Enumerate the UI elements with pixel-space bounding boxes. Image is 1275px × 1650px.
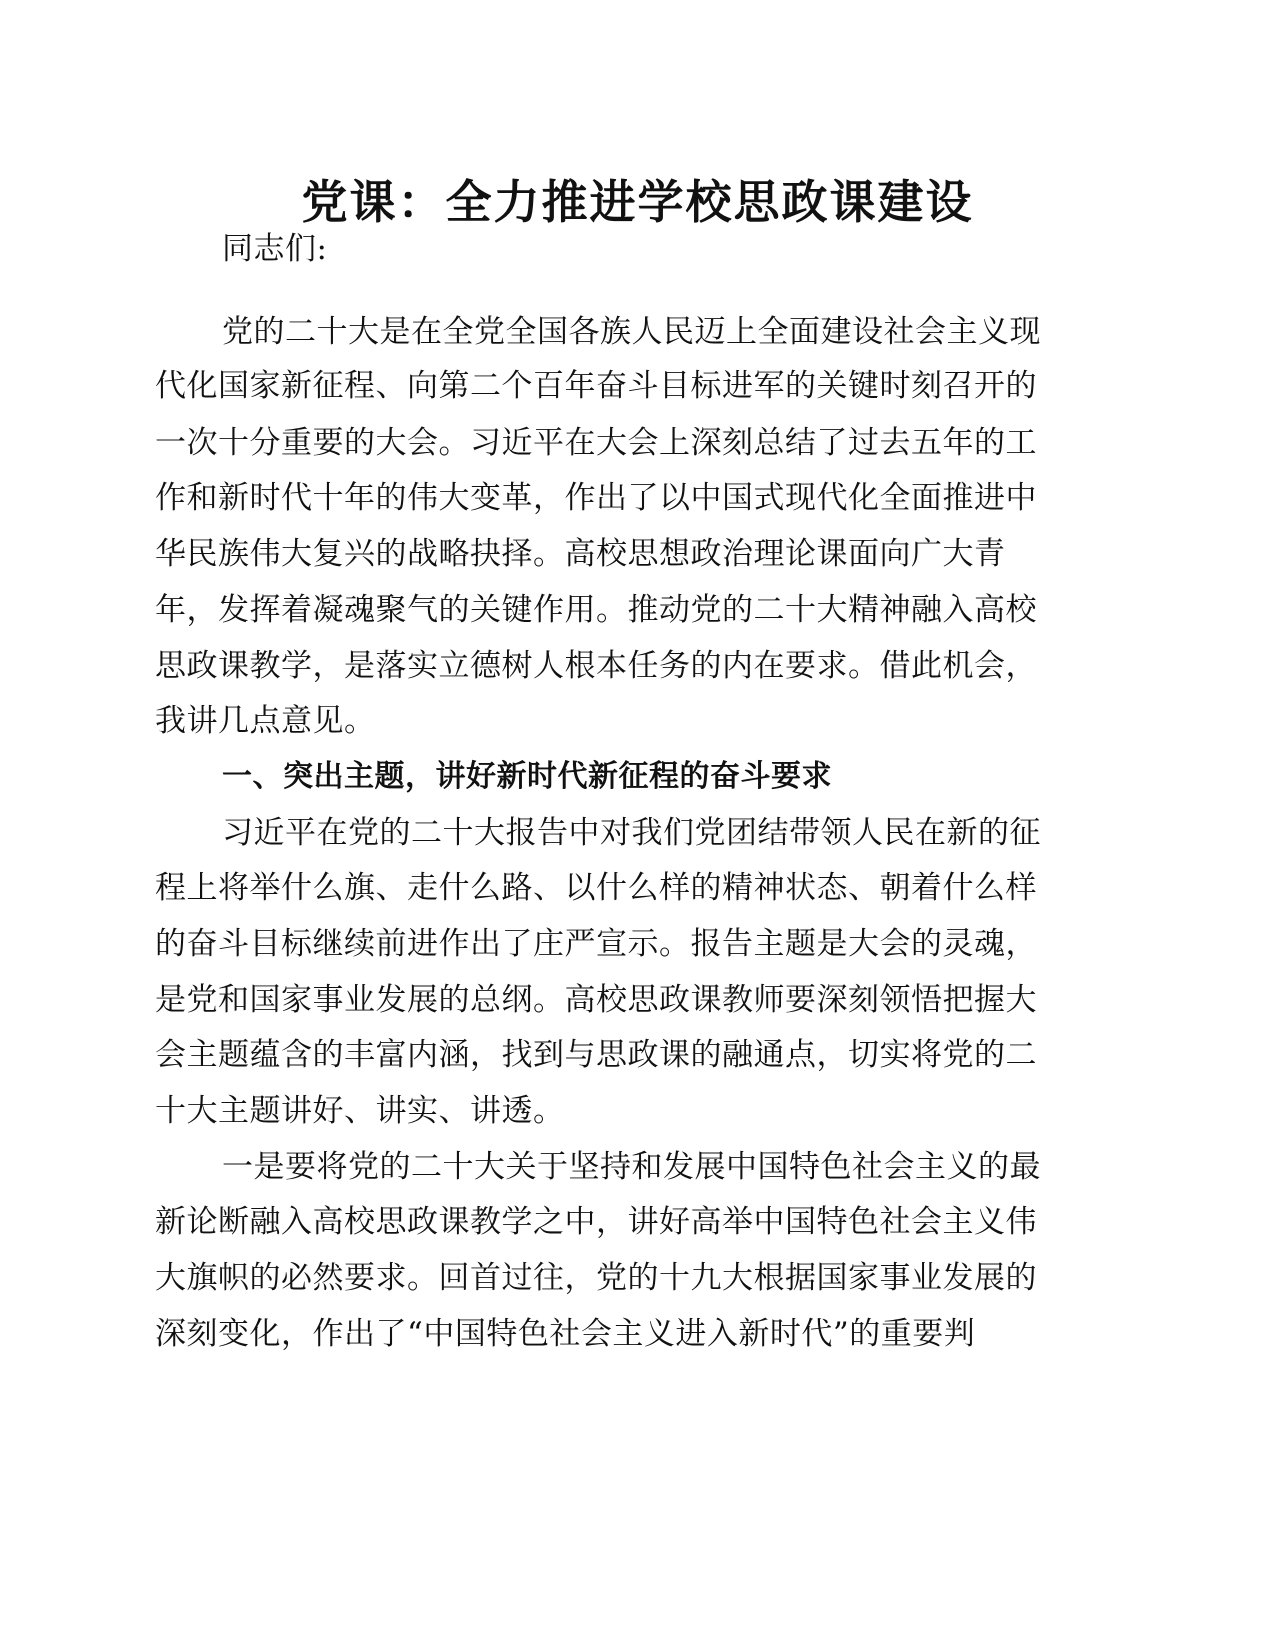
paragraph-1-line-7: 思政课教学，是落实立德树人根本任务的内在要求。借此机会， xyxy=(155,648,1037,684)
paragraph-2-line-4: 是党和国家事业发展的总纲。高校思政课教师要深刻领悟把握大 xyxy=(155,982,1037,1018)
paragraph-2-line-5: 会主题蕴含的丰富内涵，找到与思政课的融通点，切实将党的二 xyxy=(155,1037,1037,1073)
paragraph-3-line-2: 新论断融入高校思政课教学之中，讲好高举中国特色社会主义伟 xyxy=(155,1204,1037,1240)
paragraph-1-line-4: 作和新时代十年的伟大变革，作出了以中国式现代化全面推进中 xyxy=(155,480,1037,516)
document-title: 党课：全力推进学校思政课建设 xyxy=(301,175,974,229)
paragraph-3-line-3: 大旗帜的必然要求。回首过往，党的十九大根据国家事业发展的 xyxy=(155,1260,1037,1296)
paragraph-1-line-6: 年，发挥着凝魂聚气的关键作用。推动党的二十大精神融入高校 xyxy=(155,592,1037,628)
paragraph-3-line-4: 深刻变化，作出了“中国特色社会主义进入新时代”的重要判 xyxy=(155,1316,976,1352)
paragraph-2-line-3: 的奋斗目标继续前进作出了庄严宣示。报告主题是大会的灵魂， xyxy=(155,926,1037,962)
paragraph-1-line-8: 我讲几点意见。 xyxy=(155,703,376,739)
paragraph-1-line-3: 一次十分重要的大会。习近平在大会上深刻总结了过去五年的工 xyxy=(155,425,1037,461)
paragraph-2-line-1: 习近平在党的二十大报告中对我们党团结带领人民在新的征 xyxy=(222,815,1041,851)
paragraph-2-line-6: 十大主题讲好、讲实、讲透。 xyxy=(155,1093,565,1129)
paragraph-3-line-1: 一是要将党的二十大关于坚持和发展中国特色社会主义的最 xyxy=(222,1149,1041,1185)
paragraph-1-line-5: 华民族伟大复兴的战略抉择。高校思想政治理论课面向广大青 xyxy=(155,536,1006,572)
section-heading: 一、突出主题，讲好新时代新征程的奋斗要求 xyxy=(222,759,832,794)
paragraph-1-line-2: 代化国家新征程、向第二个百年奋斗目标进军的关键时刻召开的 xyxy=(155,368,1037,404)
paragraph-1-line-1: 党的二十大是在全党全国各族人民迈上全面建设社会主义现 xyxy=(222,314,1041,350)
salutation: 同志们: xyxy=(222,231,328,267)
paragraph-2-line-2: 程上将举什么旗、走什么路、以什么样的精神状态、朝着什么样 xyxy=(155,870,1037,906)
